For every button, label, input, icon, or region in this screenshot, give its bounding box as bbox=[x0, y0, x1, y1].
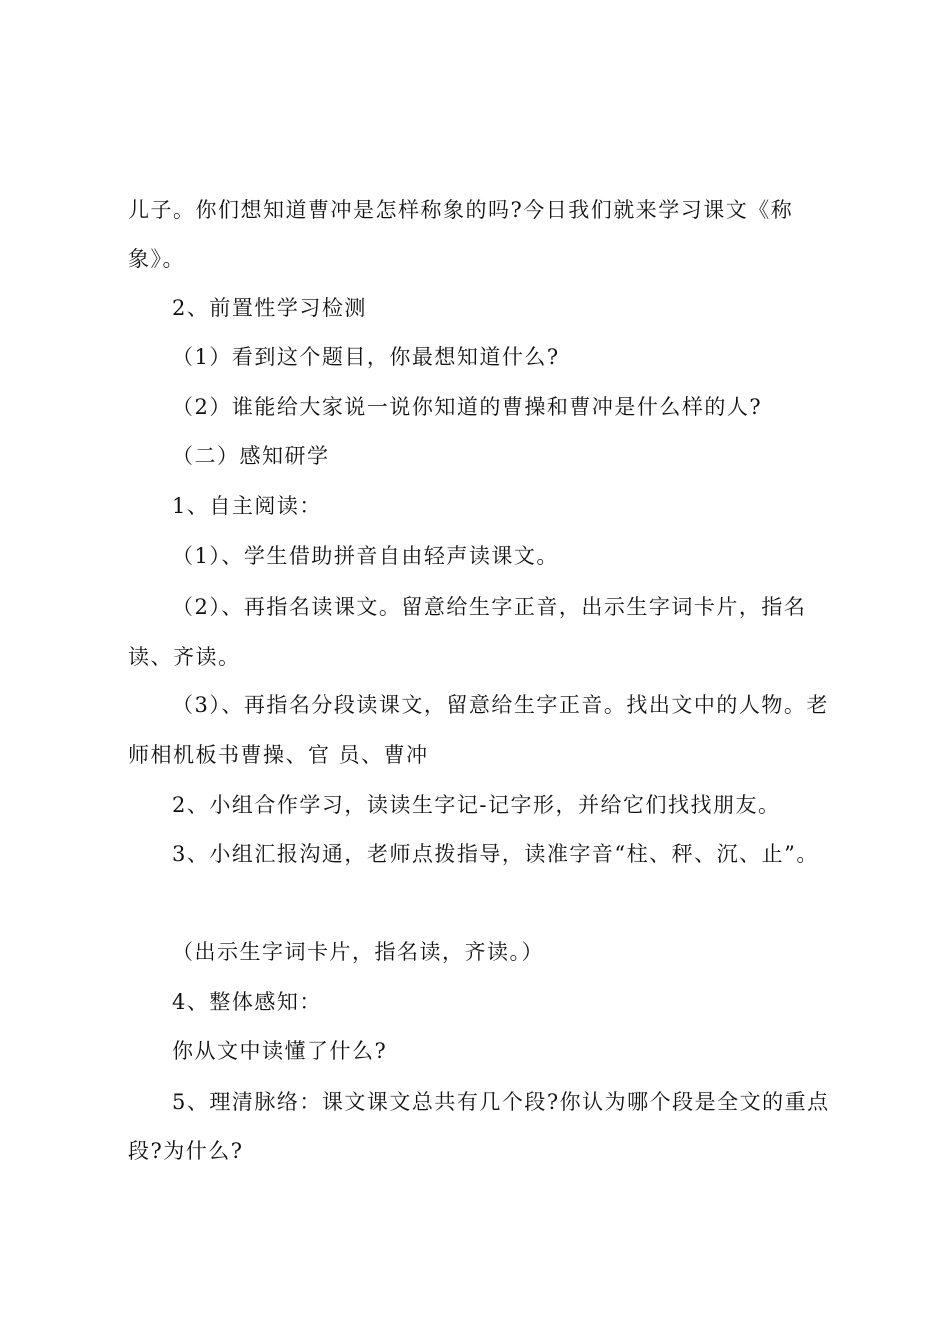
paragraph-line: 你从文中读懂了什么? bbox=[172, 1039, 388, 1063]
paragraph-line: 3、小组汇报沟通，老师点拨指导，读准字音“柱、秤、沉、止”。 bbox=[172, 842, 819, 866]
paragraph-line: （出示生字词卡片，指名读，齐读。） bbox=[172, 940, 544, 964]
paragraph-line: 段?为什么? bbox=[128, 1139, 244, 1163]
paragraph-line: 5、理清脉络：课文课文总共有几个段?你认为哪个段是全文的重点 bbox=[172, 1090, 830, 1114]
paragraph-line: 儿子。你们想知道曹冲是怎样称象的吗?今日我们就来学习课文《称 bbox=[128, 198, 794, 222]
paragraph-line: （2）谁能给大家说一说你知道的曹操和曹冲是什么样的人? bbox=[172, 395, 763, 419]
section-heading: （二）感知研学 bbox=[172, 444, 330, 468]
section-heading: 1、自主阅读： bbox=[172, 494, 322, 518]
paragraph-line: 2、小组合作学习，读读生字记-记字形，并给它们找找朋友。 bbox=[172, 793, 781, 817]
paragraph-line: （3）、再指名分段读课文，留意给生字正音。找出文中的人物。老 bbox=[172, 693, 829, 717]
paragraph-line: 象》。 bbox=[128, 247, 185, 271]
paragraph-line: （1）、学生借助拼音自由轻声读课文。 bbox=[172, 544, 559, 568]
paragraph-line: （2）、再指名读课文。留意给生字正音，出示生字词卡片，指名 bbox=[172, 595, 807, 619]
section-heading: 2、前置性学习检测 bbox=[172, 296, 367, 320]
paragraph-line: （1）看到这个题目，你最想知道什么? bbox=[172, 345, 560, 369]
section-heading: 4、整体感知： bbox=[172, 990, 322, 1014]
paragraph-line: 读、齐读。 bbox=[128, 645, 241, 669]
paragraph-line: 师相机板书曹操、官 员、曹冲 bbox=[128, 743, 429, 767]
